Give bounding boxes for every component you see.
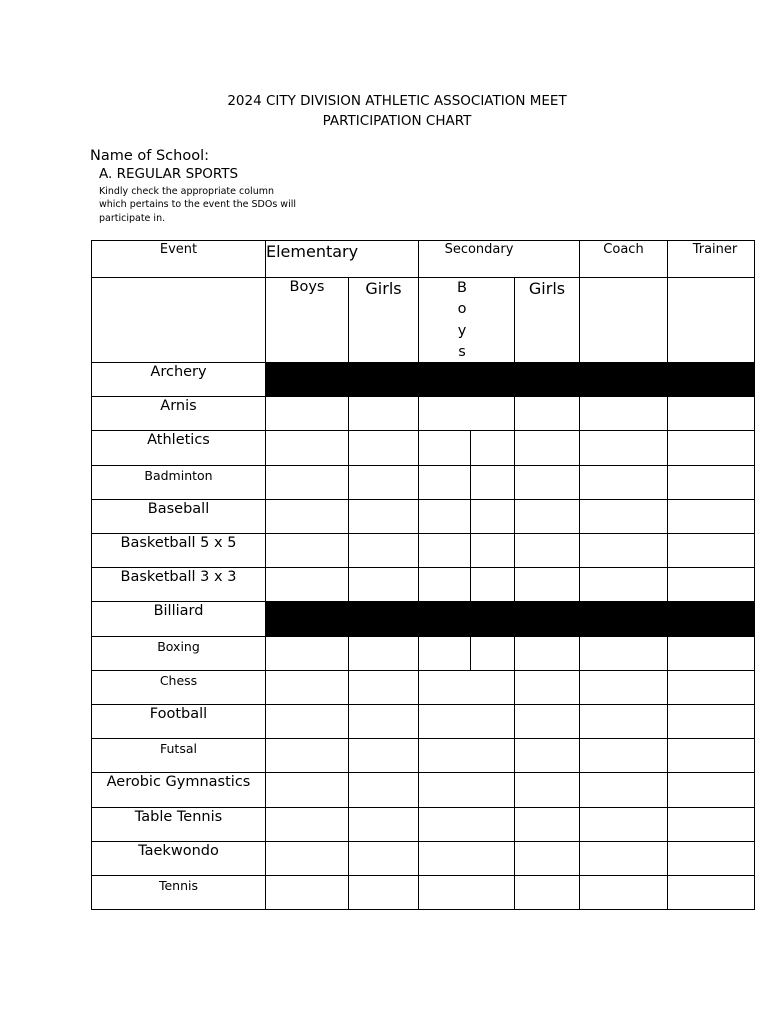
- checkbox-cell-trainer[interactable]: [669, 431, 754, 463]
- row-divider: [91, 533, 755, 534]
- event-name: Taekwondo: [138, 842, 219, 859]
- checkbox-cell-elem-boys[interactable]: [267, 568, 347, 600]
- row-divider: [91, 841, 755, 842]
- row-divider: [91, 499, 755, 500]
- checkbox-cell-elem-girls[interactable]: [349, 534, 418, 566]
- checkbox-cell-elem-girls[interactable]: [349, 808, 418, 840]
- row-divider: [91, 465, 755, 466]
- checkbox-cell-sec-boys[interactable]: [420, 466, 514, 498]
- checkbox-cell-sec-girls[interactable]: [516, 466, 579, 498]
- checkbox-cell-coach[interactable]: [581, 671, 667, 703]
- checkbox-cell-elem-girls[interactable]: [349, 773, 418, 805]
- row-divider: [91, 430, 755, 431]
- checkbox-cell-sec-girls[interactable]: [516, 534, 579, 566]
- checkbox-cell-trainer[interactable]: [669, 397, 754, 429]
- checkbox-cell-coach[interactable]: [581, 842, 667, 874]
- col-header-elementary: Elementary: [266, 242, 359, 261]
- checkbox-cell-sec-boys[interactable]: [420, 534, 514, 566]
- note-line: Kindly check the appropriate column: [99, 186, 274, 197]
- checkbox-cell-trainer[interactable]: [669, 637, 754, 669]
- table-border-left: [91, 240, 92, 910]
- checkbox-cell-sec-girls[interactable]: [516, 842, 579, 874]
- col-header-event: Event: [159, 242, 198, 257]
- checkbox-cell-sec-girls[interactable]: [516, 808, 579, 840]
- checkbox-cell-elem-boys[interactable]: [267, 466, 347, 498]
- checkbox-cell-sec-boys[interactable]: [420, 705, 514, 737]
- subcol-secondary-boys: [452, 278, 472, 363]
- checkbox-cell-elem-boys[interactable]: [267, 773, 347, 805]
- row-divider: [91, 567, 755, 568]
- checkbox-cell-sec-boys[interactable]: [420, 842, 514, 874]
- checkbox-cell-elem-boys[interactable]: [267, 842, 347, 874]
- checkbox-cell-trainer[interactable]: [669, 534, 754, 566]
- checkbox-cell-coach[interactable]: [581, 705, 667, 737]
- checkbox-cell-sec-girls[interactable]: [516, 500, 579, 532]
- table-border-right: [754, 240, 755, 910]
- checkbox-cell-trainer[interactable]: [669, 773, 754, 805]
- checkbox-cell-elem-girls[interactable]: [349, 876, 418, 908]
- checkbox-cell-sec-girls[interactable]: [516, 397, 579, 429]
- header-divider: [91, 277, 755, 278]
- checkbox-cell-elem-girls[interactable]: [349, 466, 418, 498]
- document-title-line2: PARTICIPATION CHART: [322, 113, 472, 129]
- checkbox-cell-trainer[interactable]: [669, 466, 754, 498]
- checkbox-cell-elem-boys[interactable]: [267, 876, 347, 908]
- checkbox-cell-coach[interactable]: [581, 808, 667, 840]
- row-divider: [91, 636, 755, 637]
- checkbox-cell-elem-boys[interactable]: [267, 671, 347, 703]
- event-name: Badminton: [144, 467, 213, 483]
- checkbox-cell-coach[interactable]: [581, 568, 667, 600]
- checkbox-cell-elem-boys[interactable]: [267, 397, 347, 429]
- checkbox-cell-sec-girls[interactable]: [516, 876, 579, 908]
- checkbox-cell-trainer[interactable]: [669, 876, 754, 908]
- checkbox-cell-sec-girls[interactable]: [516, 739, 579, 771]
- checkbox-cell-trainer[interactable]: [669, 705, 754, 737]
- vertical-letter: s: [458, 343, 466, 360]
- vertical-letter: y: [457, 322, 467, 339]
- checkbox-cell-sec-boys[interactable]: [420, 671, 514, 703]
- col-header-coach: Coach: [603, 242, 644, 257]
- event-name: Aerobic Gymnastics: [106, 774, 251, 791]
- event-name: Archery: [150, 364, 207, 380]
- table-border-bottom: [91, 909, 755, 910]
- event-name: Chess: [159, 672, 198, 688]
- checkbox-cell-coach[interactable]: [581, 637, 667, 669]
- checkbox-cell-sec-boys[interactable]: [420, 773, 514, 805]
- checkbox-cell-coach[interactable]: [581, 500, 667, 532]
- checkbox-cell-elem-boys[interactable]: [267, 739, 347, 771]
- row-divider: [91, 704, 755, 705]
- checkbox-cell-elem-boys[interactable]: [267, 431, 347, 463]
- checkbox-cell-elem-girls[interactable]: [349, 671, 418, 703]
- checkbox-cell-elem-boys[interactable]: [267, 500, 347, 532]
- blocked-row-fill: [266, 601, 755, 636]
- checkbox-cell-elem-girls[interactable]: [349, 431, 418, 463]
- checkbox-cell-elem-girls[interactable]: [349, 739, 418, 771]
- subcol-elementary-girls: Girls: [365, 279, 402, 298]
- row-divider: [91, 396, 755, 397]
- event-name: Table Tennis: [134, 808, 223, 825]
- column-divider: [348, 277, 349, 910]
- checkbox-cell-trainer[interactable]: [669, 739, 754, 771]
- checkbox-cell-coach[interactable]: [581, 876, 667, 908]
- document-title-line1: 2024 CITY DIVISION ATHLETIC ASSOCIATION MEET: [227, 93, 567, 109]
- checkbox-cell-elem-boys[interactable]: [267, 808, 347, 840]
- checkbox-cell-coach[interactable]: [581, 397, 667, 429]
- row-divider: [91, 875, 755, 876]
- event-name: Baseball: [147, 500, 210, 517]
- checkbox-cell-elem-boys[interactable]: [267, 705, 347, 737]
- column-divider: [579, 240, 580, 910]
- school-name-label: Name of School:: [90, 148, 209, 164]
- event-name: Basketball 5 x 5: [120, 535, 237, 551]
- subcol-secondary-girls: Girls: [528, 279, 566, 298]
- checkbox-cell-trainer[interactable]: [669, 568, 754, 600]
- checkbox-cell-elem-girls[interactable]: [349, 842, 418, 874]
- checkbox-cell-coach[interactable]: [581, 534, 667, 566]
- checkbox-cell-coach[interactable]: [581, 466, 667, 498]
- cell-divider: [470, 499, 471, 533]
- row-divider: [91, 601, 755, 602]
- row-divider: [91, 738, 755, 739]
- checkbox-cell-sec-boys[interactable]: [420, 568, 514, 600]
- checkbox-cell-trainer[interactable]: [669, 808, 754, 840]
- checkbox-cell-elem-girls[interactable]: [349, 500, 418, 532]
- checkbox-cell-sec-girls[interactable]: [516, 637, 579, 669]
- cell-divider: [470, 533, 471, 567]
- checkbox-cell-elem-girls[interactable]: [349, 397, 418, 429]
- checkbox-cell-sec-girls[interactable]: [516, 568, 579, 600]
- row-divider: [91, 807, 755, 808]
- cell-divider: [470, 465, 471, 499]
- cell-divider: [470, 430, 471, 464]
- checkbox-cell-sec-boys[interactable]: [420, 637, 514, 669]
- checkbox-cell-sec-boys[interactable]: [420, 739, 514, 771]
- column-divider: [514, 277, 515, 910]
- checkbox-cell-elem-girls[interactable]: [349, 705, 418, 737]
- subcol-elementary-boys: Boys: [289, 279, 325, 295]
- column-divider: [265, 240, 266, 910]
- event-name: Billiard: [153, 603, 204, 620]
- row-divider: [91, 362, 755, 363]
- checkbox-cell-elem-boys[interactable]: [267, 534, 347, 566]
- cell-divider: [470, 636, 471, 670]
- col-header-secondary: Secondary: [444, 242, 514, 257]
- checkbox-cell-sec-boys[interactable]: [420, 808, 514, 840]
- checkbox-cell-coach[interactable]: [581, 773, 667, 805]
- column-divider: [418, 240, 419, 910]
- event-name: Futsal: [160, 741, 197, 757]
- checkbox-cell-elem-girls[interactable]: [349, 637, 418, 669]
- table-border-top: [91, 240, 755, 241]
- checkbox-cell-coach[interactable]: [581, 431, 667, 463]
- checkbox-cell-sec-girls[interactable]: [516, 671, 579, 703]
- event-name: Football: [149, 706, 208, 722]
- checkbox-cell-trainer[interactable]: [669, 671, 754, 703]
- section-title: A. REGULAR SPORTS: [99, 166, 239, 182]
- note-line: which pertains to the event the SDOs will: [99, 199, 296, 211]
- checkbox-cell-sec-girls[interactable]: [516, 773, 579, 805]
- checkbox-cell-coach[interactable]: [581, 739, 667, 771]
- checkbox-cell-sec-boys[interactable]: [420, 431, 514, 463]
- checkbox-cell-sec-boys[interactable]: [420, 397, 514, 429]
- checkbox-cell-trainer[interactable]: [669, 842, 754, 874]
- event-name: Tennis: [158, 878, 199, 893]
- col-header-trainer: Trainer: [692, 242, 738, 257]
- checkbox-cell-sec-girls[interactable]: [516, 431, 579, 463]
- vertical-letter: o: [457, 301, 467, 318]
- cell-divider: [470, 567, 471, 601]
- checkbox-cell-sec-boys[interactable]: [420, 500, 514, 532]
- vertical-letter: B: [457, 280, 467, 296]
- checkbox-cell-sec-girls[interactable]: [516, 705, 579, 737]
- event-name: Boxing: [157, 638, 200, 654]
- event-name: Arnis: [160, 398, 197, 415]
- checkbox-cell-trainer[interactable]: [669, 500, 754, 532]
- row-divider: [91, 670, 755, 671]
- row-divider: [91, 772, 755, 773]
- checkbox-cell-elem-boys[interactable]: [267, 637, 347, 669]
- event-name: Basketball 3 x 3: [120, 569, 237, 586]
- checkbox-cell-elem-girls[interactable]: [349, 568, 418, 600]
- checkbox-cell-sec-boys[interactable]: [420, 876, 514, 908]
- event-name: Athletics: [147, 432, 210, 449]
- blocked-row-fill: [266, 362, 755, 397]
- column-divider: [667, 240, 668, 910]
- note-line: participate in.: [99, 212, 166, 224]
